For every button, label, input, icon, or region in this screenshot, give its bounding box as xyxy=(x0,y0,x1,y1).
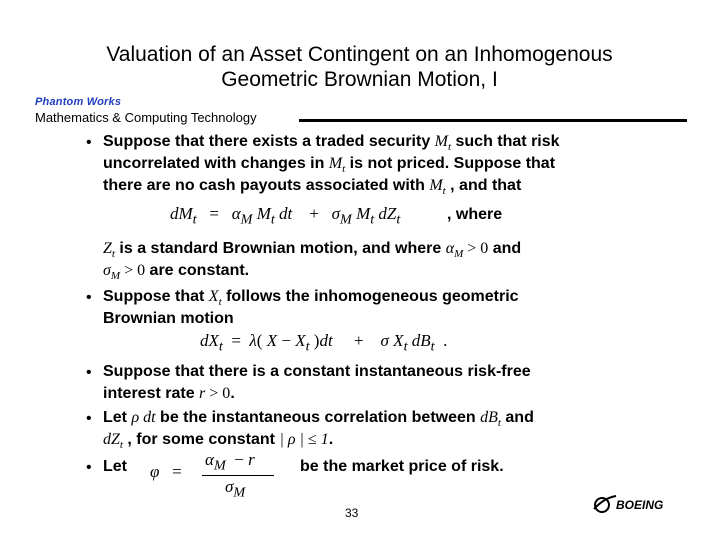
title-line-2: Geometric Brownian Motion, I xyxy=(221,68,498,91)
equation-dM: $dM_t = \alpha_M$ $M_t$ dt + $\sigma_M$ $M_t$ $dZ_t$ xyxy=(170,204,401,228)
bullet1-line3: there are no cash payouts associated with $M_t$ , and that xyxy=(103,177,522,198)
slide-title xyxy=(0,42,719,92)
equation-dX: $dX_t = \lambda$( $X - X_t$ )dt + σ $X_t$ $dB_t$ . xyxy=(200,331,448,355)
bullet1-line4: $Z_t$ is a standard Brownian motion, and where $\alpha_M > 0$ and xyxy=(103,240,522,261)
bullet5-tail: be the market price of risk. xyxy=(300,458,504,475)
bullet3-line1: Suppose that there is a constant instantaneous risk-free xyxy=(103,363,531,380)
bullet-dot: • xyxy=(86,289,92,306)
bullet3-line2: interest rate r > 0. xyxy=(103,385,235,402)
bullet4-line2: $dZ_t$ , for some constant | ρ | ≤ 1. xyxy=(103,431,334,452)
boeing-logo xyxy=(592,490,692,520)
equation-phi: φ = $\alpha_M - r$ $\sigma_M$ xyxy=(150,450,280,500)
bullet2-line1: Suppose that $X_t$ follows the inhomogeneous geometric xyxy=(103,288,519,309)
bullet2-line2: Brownian motion xyxy=(103,310,234,327)
svg-text:BOEING: BOEING xyxy=(616,498,664,512)
bullet-dot: • xyxy=(86,134,92,151)
department-subtitle: Mathematics & Computing Technology xyxy=(35,110,257,125)
equation-where: , where xyxy=(447,206,503,223)
page-number: 33 xyxy=(345,506,359,520)
bullet4-line1: Let ρ dt be the instantaneous correlation between $dB_t$ and xyxy=(103,409,534,430)
bullet1-line1: Suppose that there exists a traded security $M_t$ such that risk xyxy=(103,133,560,154)
boeing-logo-icon xyxy=(592,490,692,520)
title-line-1: Valuation of an Asset Contingent on an Inhomogenous xyxy=(106,43,613,66)
bullet-dot: • xyxy=(86,410,92,427)
bullet-dot: • xyxy=(86,459,92,476)
bullet1-line2: uncorrelated with changes in $M_t$ is not priced. Suppose that xyxy=(103,155,556,176)
header-rule xyxy=(299,119,687,122)
bullet5-let: Let xyxy=(103,458,127,475)
phantom-works-logo: Phantom Works xyxy=(35,96,122,108)
bullet-dot: • xyxy=(86,364,92,381)
bullet1-line5: $\sigma_M > 0$ are constant. xyxy=(103,262,250,283)
